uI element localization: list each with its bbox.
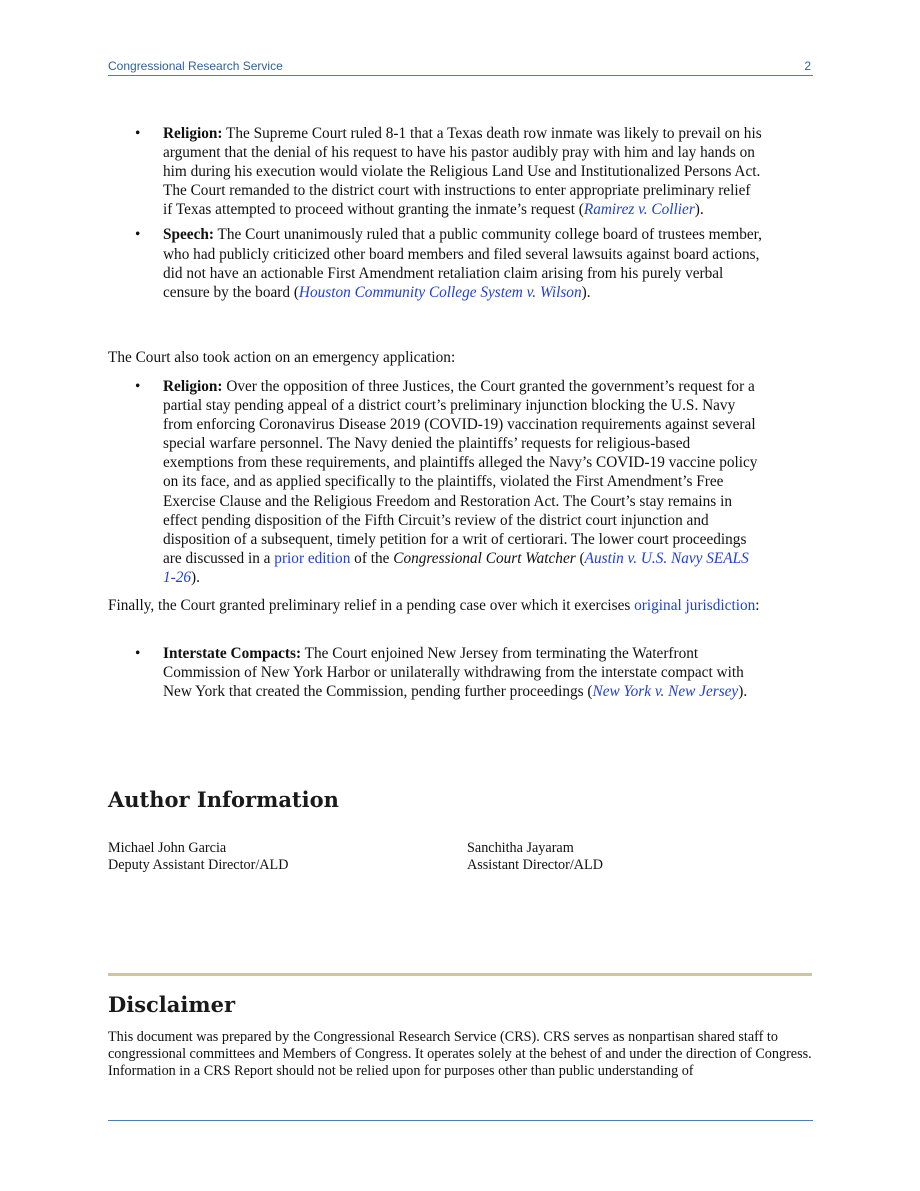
item-label: Religion: (163, 378, 223, 395)
author-title: Deputy Assistant Director/ALD (108, 857, 289, 873)
item-text: The Court unanimously ruled that a public community college board of trustees member, who had publicly criticized other board members and filed several lawsuits against board actions, did not have an actionable First Amendment retaliation claim arising from his purely verbal censure by the board ( (163, 226, 762, 301)
item-label: Interstate Compacts: (163, 645, 302, 662)
disclaimer-heading: Disclaimer (108, 992, 236, 1017)
bullet-icon: • (135, 378, 141, 395)
case-link-new-york[interactable]: New York v. New Jersey (592, 683, 739, 701)
original-jurisdiction-link[interactable]: original jurisdiction (634, 597, 756, 614)
paragraph-emergency: The Court also took action on an emergency application: (108, 349, 456, 366)
header-org-name: Congressional Research Service (108, 59, 283, 73)
publication-title: Congressional Court Watcher (393, 549, 576, 567)
page-header (108, 57, 813, 76)
list-item: • Speech: The Court unanimously ruled that a public community college board of trustees member, who had publicly criticized other board members and filed several lawsuits against board actions, did not have an actionable First Amendment retaliation claim arising from his purely verbal censure by the board (Houston Community College System v. Wilson). (135, 226, 762, 301)
author-name: Sanchitha Jayaram (467, 840, 574, 856)
author-title: Assistant Director/ALD (467, 857, 603, 873)
paragraph-finally: Finally, the Court granted preliminary relief in a pending case over which it exercises original jurisdiction: (108, 597, 760, 614)
disclaimer-text: This document was prepared by the Congressional Research Service (CRS). CRS serves as nonpartisan shared staff to congressional committees and Members of Congress. It operates solely at the behest of and under the direction of Congress. Information in a CRS Report should not be relied upon for purposes other than public understanding of (108, 1029, 812, 1080)
case-link-houston[interactable]: Houston Community College System v. Wilson (298, 283, 582, 301)
item-label: Religion: (163, 125, 223, 142)
author-info-heading: Author Information (108, 787, 339, 812)
footer-rule (108, 1120, 813, 1121)
item-text: The Supreme Court ruled 8-1 that a Texas death row inmate was likely to prevail on his argument that the denial of his request to have his pastor audibly pray with him and lay hands on him during his execution would violate the Religious Land Use and Institutionalized Persons Act. The Court remanded to the district court with instructions to enter appropriate preliminary relief if Texas attempted to proceed without granting the inmate’s request ( (163, 125, 762, 219)
item-text: The Court enjoined New Jersey from terminating the Waterfront Commission of New York Harbor or unilaterally withdrawing from the interstate compact with New York that created the Commission, pending further proceedings ( (163, 645, 744, 701)
bullet-icon: • (135, 226, 141, 244)
ruling-list (108, 124, 763, 308)
list-item: • Interstate Compacts: The Court enjoined New Jersey from terminating the Waterfront Commission of New York Harbor or unilaterally withdrawing from the interstate compact with New York that created the Commission, pending further proceedings (New York v. New Jersey). (135, 645, 748, 701)
item-label: Speech: (163, 226, 214, 244)
item-text: Over the opposition of three Justices, the Court granted the government’s request for a partial stay pending appeal of a district court’s preliminary injunction blocking the U.S. Navy from enforcing Coronavirus Disease 2019 (COVID-19) vaccination requirements against several special warfare personnel. The Navy denied the plaintiffs’ requests for religious-based exemptions from these requirements, and plaintiffs alleged the Navy’s COVID-19 vaccine policy on its face, and as applied specifically to the plaintiffs, violated the First Amendment’s Free Exercise Clause and the Religious Freedom and Restoration Act. The Court’s stay remains in effect pending disposition of the Fifth Circuit’s review of the district court injunction and disposition of a subsequent, timely petition for a writ of certiorari. The lower court proceedings are discussed in a (163, 378, 758, 567)
case-link-ramirez[interactable]: Ramirez v. Collier (583, 201, 695, 219)
author-card (467, 840, 603, 874)
bullet-icon: • (135, 125, 141, 142)
compacts-list (108, 644, 763, 707)
author-name: Michael John Garcia (108, 840, 227, 856)
list-item: • Religion: Over the opposition of three Justices, the Court granted the government’s request for a partial stay pending appeal of a district court’s preliminary injunction blocking the U.S. Navy from enforcing Coronavirus Disease 2019 (COVID-19) vaccination requirements against several special warfare personnel. The Navy denied the plaintiffs’ requests for religious-based exemptions from these requirements, and plaintiffs alleged the Navy’s COVID-19 vaccine policy on its face, and as applied specifically to the plaintiffs, violated the First Amendment’s Free Exercise Clause and the Religious Freedom and Restoration Act. The Court’s stay remains in effect pending disposition of the Fifth Circuit’s review of the district court injunction and disposition of a subsequent, timely petition for a writ of certiorari. The lower court proceedings are discussed in a prior edition of the Congressional Court Watcher (Austin v. U.S. Navy SEALS 1-26). (135, 378, 758, 586)
list-item: • Religion: The Supreme Court ruled 8-1 that a Texas death row inmate was likely to prevail on his argument that the denial of his request to have his pastor audibly pray with him and lay hands on him during his execution would violate the Religious Land Use and Institutionalized Persons Act. The Court remanded to the district court with instructions to enter appropriate preliminary relief if Texas attempted to proceed without granting the inmate’s request (Ramirez v. Collier). (135, 125, 762, 219)
section-divider (108, 973, 812, 976)
bullet-icon: • (135, 645, 141, 662)
prior-edition-link[interactable]: prior edition (274, 549, 351, 567)
case-link-austin[interactable]: Austin v. U.S. Navy SEALS 1-26 (163, 549, 749, 586)
page-number: 2 (804, 59, 811, 73)
emergency-list (108, 377, 763, 593)
author-card (108, 840, 288, 874)
